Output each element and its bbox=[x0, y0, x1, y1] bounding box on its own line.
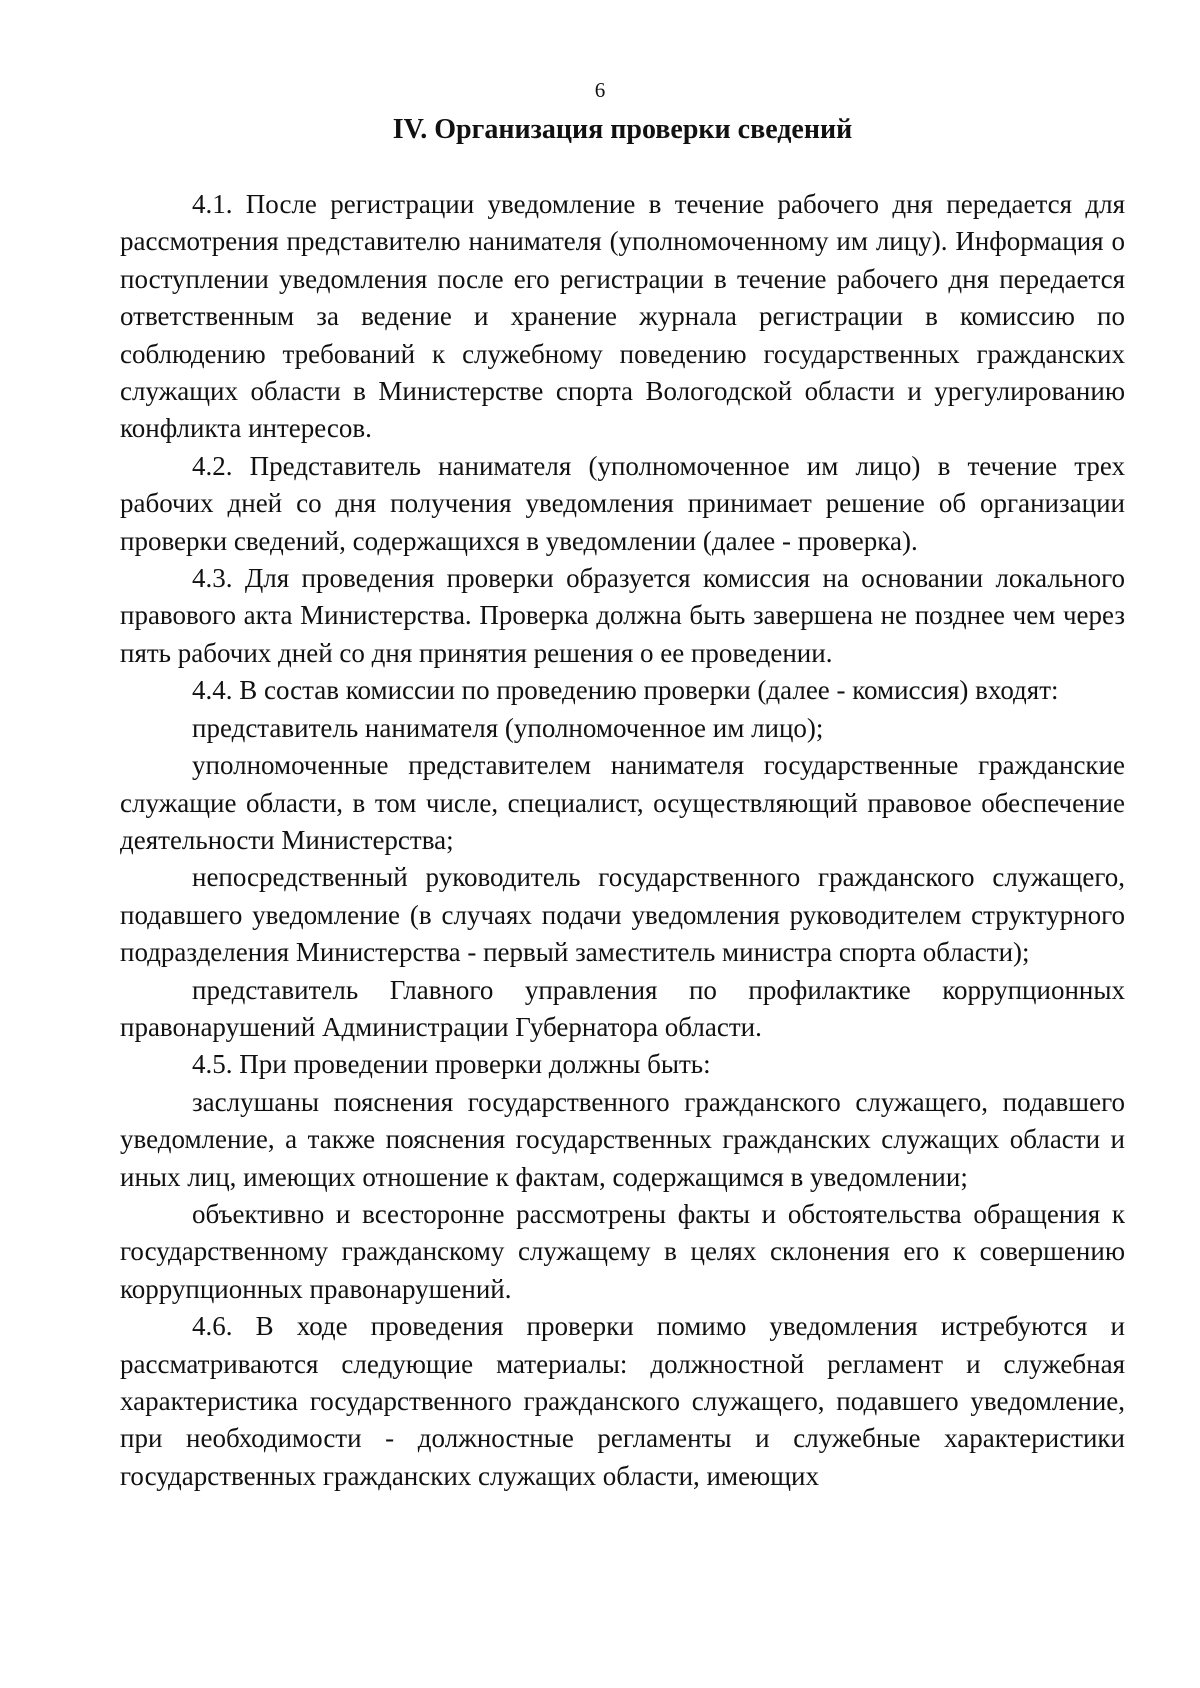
list-item-facts-reviewed: объективно и всесторонне рассмотрены факты и обстоятельства обращения к государственному гражданскому служащему в целях склонения его к совершению коррупционных правонарушений. bbox=[120, 1198, 1125, 1304]
section-title-container bbox=[120, 113, 1125, 147]
paragraph-4-2: 4.2. Представитель нанимателя (уполномоченное им лицо) в течение трех рабочих дней со дня получения уведомления принимает решение об организации проверки сведений, содержащихся в уведомлении (далее - проверка). bbox=[120, 450, 1125, 556]
paragraph-4-3: 4.3. Для проведения проверки образуется комиссия на основании локального правового акта Министерства. Проверка должна быть завершена не позднее чем через пять рабочих дней со дня принятия решения о ее проведении. bbox=[120, 563, 1125, 668]
paragraph-4-1: 4.1. После регистрации уведомление в течение рабочего дня передается для рассмотрения представителю нанимателя (уполномоченному им лицу). Информация о поступлении уведомления после его регистрации в течение рабочего дня передается ответственным за ведение и хранение журнала регистрации в комиссию по соблюдению требований к служебному поведению государственных гражданских служащих области в Министерстве спорта Вологодской области и урегулированию конфликта интересов. bbox=[120, 189, 1125, 444]
paragraph-4-4: 4.4. В состав комиссии по проведению проверки (далее - комиссия) входят: bbox=[192, 675, 1059, 706]
section-title: IV. Организация проверки сведений bbox=[392, 114, 853, 145]
list-item-authorized-employees: уполномоченные представителем нанимателя государственные гражданские служащие области, в том числе, специалист, осуществляющий правовое обеспечение деятельности Министерства; bbox=[120, 750, 1125, 855]
page-number: 6 bbox=[594, 78, 606, 102]
list-item-employer-representative: представитель нанимателя (уполномоченное им лицо); bbox=[192, 712, 824, 743]
paragraph-4-5: 4.5. При проведении проверки должны быть: bbox=[192, 1049, 711, 1080]
list-item-direct-supervisor: непосредственный руководитель государственного гражданского служащего, подавшего уведомление (в случаях подачи уведомления руководителем структурного подразделения Министерства - первый заместитель министра спорта области); bbox=[120, 862, 1125, 968]
document-body bbox=[120, 186, 1125, 1495]
paragraph-4-6: 4.6. В ходе проведения проверки помимо уведомления истребуются и рассматриваются следующие материалы: должностной регламент и служебная характеристика государственного гражданского служащего, подавшего уведомление, при необходимости - должностные регламенты и служебные характеристики государственных гражданских служащих области, имеющих bbox=[120, 1311, 1125, 1491]
list-item-anticorruption-representative: представитель Главного управления по профилактике коррупционных правонарушений Администрации Губернатора области. bbox=[120, 974, 1125, 1042]
list-item-explanations-heard: заслушаны пояснения государственного гражданского служащего, подавшего уведомление, а также пояснения государственных гражданских служащих области и иных лиц, имеющих отношение к фактам, содержащимся в уведомлении; bbox=[120, 1086, 1125, 1192]
